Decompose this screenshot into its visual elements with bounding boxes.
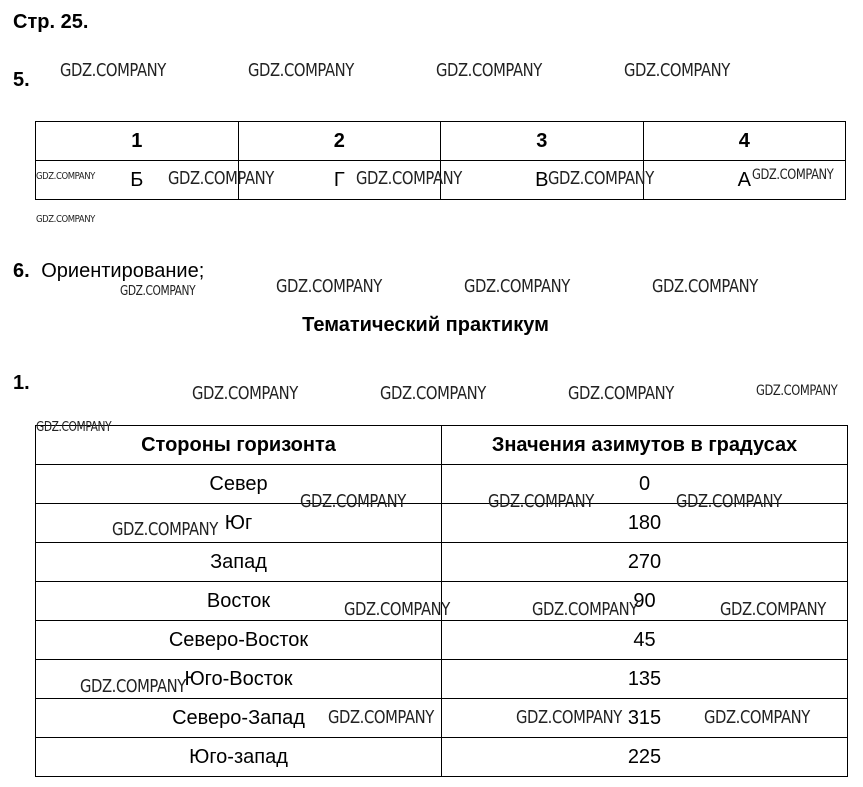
watermark: GDZ.COMPANY [752,167,834,183]
section-title: Тематический практикум [302,314,549,336]
watermark: GDZ.COMPANY [120,284,196,299]
side-cell: Север [36,465,442,504]
watermark: GDZ.COMPANY [192,383,298,404]
watermark: GDZ.COMPANY [380,383,486,404]
side-cell: Юго-запад [36,738,442,777]
watermark: GDZ.COMPANY [328,707,434,728]
watermark: GDZ.COMPANY [168,168,274,189]
task5-number: 5. [13,69,30,91]
header-azimuth-values: Значения азимутов в градусах [442,426,848,465]
task5-value-cell: Б [36,161,239,200]
task5-header-row [36,122,846,161]
watermark: GDZ.COMPANY [676,491,782,512]
watermark: GDZ.COMPANY [36,214,95,225]
watermark: GDZ.COMPANY [112,519,218,540]
task5-header-cell: 2 [238,122,441,161]
watermark: GDZ.COMPANY [516,707,622,728]
watermark: GDZ.COMPANY [624,60,730,81]
task5-header-cell: 4 [643,122,846,161]
task6 [13,260,204,283]
watermark: GDZ.COMPANY [464,276,570,297]
watermark: GDZ.COMPANY [36,420,112,435]
task5-value-cell: А [643,161,846,200]
table-row [36,543,848,582]
task5-value-cell: Г [238,161,441,200]
task5-value-cell: В [441,161,644,200]
side-cell: Юго-Восток [36,660,442,699]
side-cell: Юг [36,504,442,543]
watermark: GDZ.COMPANY [80,676,186,697]
azimuth-header-row [36,426,848,465]
watermark: GDZ.COMPANY [60,60,166,81]
azimuth-cell: 0 [442,465,848,504]
watermark: GDZ.COMPANY [652,276,758,297]
task1-number: 1. [13,372,30,394]
azimuth-cell: 315 [442,699,848,738]
azimuth-cell: 135 [442,660,848,699]
watermark: GDZ.COMPANY [436,60,542,81]
side-cell: Запад [36,543,442,582]
table-row [36,621,848,660]
azimuth-cell: 90 [442,582,848,621]
side-cell: Восток [36,582,442,621]
watermark: GDZ.COMPANY [276,276,382,297]
watermark: GDZ.COMPANY [756,383,838,399]
task5-header-cell: 1 [36,122,239,161]
page-title: Стр. 25. [13,11,89,33]
watermark: GDZ.COMPANY [488,491,594,512]
task6-text: Ориентирование; [41,260,205,282]
side-cell: Северо-Восток [36,621,442,660]
azimuth-cell: 180 [442,504,848,543]
watermark: GDZ.COMPANY [248,60,354,81]
watermark: GDZ.COMPANY [704,707,810,728]
side-cell: Северо-Запад [36,699,442,738]
watermark: GDZ.COMPANY [300,491,406,512]
watermark: GDZ.COMPANY [36,171,95,182]
watermark: GDZ.COMPANY [720,599,826,620]
task6-number: 6. [13,260,30,282]
azimuth-cell: 45 [442,621,848,660]
header-horizon-sides: Стороны горизонта [36,426,442,465]
watermark: GDZ.COMPANY [548,168,654,189]
watermark: GDZ.COMPANY [532,599,638,620]
watermark: GDZ.COMPANY [356,168,462,189]
azimuth-cell: 270 [442,543,848,582]
watermark: GDZ.COMPANY [568,383,674,404]
watermark: GDZ.COMPANY [344,599,450,620]
task5-header-cell: 3 [441,122,644,161]
table-row [36,738,848,777]
azimuth-cell: 225 [442,738,848,777]
